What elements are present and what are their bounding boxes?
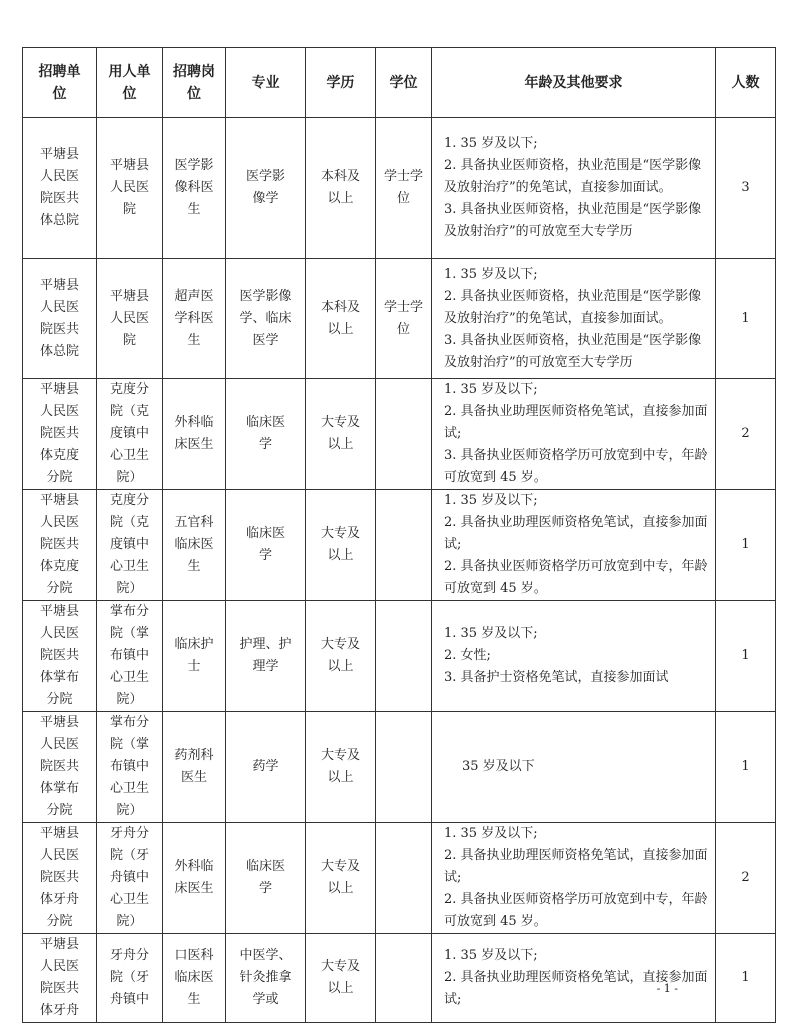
cell-unit: 平塘县人民医院医共体克度分院 (23, 379, 97, 490)
header-education: 学历 (306, 48, 376, 118)
cell-unit: 平塘县人民医院医共体总院 (23, 118, 97, 259)
header-count: 人数 (716, 48, 776, 118)
table-row (23, 259, 776, 379)
cell-unit: 平塘县人民医院医共体克度分院 (23, 490, 97, 601)
requirement-line: 1. 35 岁及以下; (444, 626, 538, 641)
requirement-line: 3. 具备执业医师资格，执业范围是“医学影像及放射治疗”的可放宽至大专学历 (444, 202, 702, 239)
cell-position: 超声医学科医生 (163, 259, 226, 379)
cell-unit: 平塘县人民医院医共体掌布分院 (23, 712, 97, 823)
cell-major: 临床医学 (226, 490, 306, 601)
table-row (23, 823, 776, 934)
table-row (23, 712, 776, 823)
requirement-line: 1. 35 岁及以下; (444, 493, 538, 508)
requirement-line: 3. 具备执业医师资格学历可放宽到中专，年龄可放宽到 45 岁。 (444, 448, 708, 485)
cell-requirements (432, 823, 716, 934)
cell-employer: 克度分院（克度镇中心卫生院） (97, 379, 163, 490)
cell-degree (376, 601, 432, 712)
cell-unit: 平塘县人民医院医共体牙舟 (23, 934, 97, 1023)
requirement-line: 1. 35 岁及以下; (444, 266, 538, 282)
cell-education: 大专及以上 (306, 379, 376, 490)
header-position: 招聘岗位 (163, 48, 226, 118)
table-row (23, 118, 776, 259)
cell-position: 外科临床医生 (163, 823, 226, 934)
cell-position: 药剂科医生 (163, 712, 226, 823)
requirement-line: 35 岁及以下 (462, 759, 535, 774)
page-number: - 1 - (656, 982, 678, 995)
cell-count: 1 (716, 490, 776, 601)
requirement-line: 2. 具备执业医师资格，执业范围是“医学影像及放射治疗”的免笔试，直接参加面试。 (444, 288, 702, 326)
cell-employer: 平塘县人民医院 (97, 118, 163, 259)
cell-major: 医学影像学 (226, 118, 306, 259)
header-degree: 学位 (376, 48, 432, 118)
requirement-line: 2. 具备执业助理医师资格免笔试，直接参加面试; (444, 970, 708, 1007)
cell-education: 大专及以上 (306, 934, 376, 1023)
table-row (23, 934, 776, 1023)
cell-education: 本科及以上 (306, 118, 376, 259)
cell-count: 1 (716, 934, 776, 1023)
cell-major: 临床医学 (226, 379, 306, 490)
requirement-line: 2. 具备执业助理医师资格免笔试，直接参加面试; (444, 848, 708, 885)
requirement-line: 2. 具备执业助理医师资格免笔试，直接参加面试; (444, 404, 708, 441)
table-header-row (23, 48, 776, 118)
cell-major: 医学影像学、临床医学 (226, 259, 306, 379)
header-unit: 招聘单位 (23, 48, 97, 118)
cell-degree: 学士学位 (376, 118, 432, 259)
cell-education: 大专及以上 (306, 490, 376, 601)
requirement-line: 3. 具备护士资格免笔试，直接参加面试 (444, 670, 669, 685)
table-row (23, 601, 776, 712)
cell-unit: 平塘县人民医院医共体牙舟分院 (23, 823, 97, 934)
cell-employer: 掌布分院（掌布镇中心卫生院） (97, 712, 163, 823)
cell-position: 医学影像科医生 (163, 118, 226, 259)
cell-degree: 学士学位 (376, 259, 432, 379)
cell-position: 五官科临床医生 (163, 490, 226, 601)
cell-count: 3 (716, 118, 776, 259)
header-requirements: 年龄及其他要求 (432, 48, 716, 118)
requirement-line: 2. 具备执业助理医师资格免笔试，直接参加面试; (444, 515, 708, 552)
cell-requirements (432, 490, 716, 601)
cell-employer: 克度分院（克度镇中心卫生院） (97, 490, 163, 601)
cell-position: 外科临床医生 (163, 379, 226, 490)
cell-major: 中医学、针灸推拿学或 (226, 934, 306, 1023)
table-row (23, 379, 776, 490)
cell-count: 2 (716, 379, 776, 490)
header-employer: 用人单位 (97, 48, 163, 118)
cell-degree (376, 379, 432, 490)
requirement-line: 1. 35 岁及以下; (444, 826, 538, 841)
cell-requirements (432, 259, 716, 379)
cell-education: 大专及以上 (306, 601, 376, 712)
cell-employer: 掌布分院（掌布镇中心卫生院） (97, 601, 163, 712)
cell-requirements (432, 712, 716, 823)
requirement-line: 1. 35 岁及以下; (444, 948, 538, 963)
cell-requirements (432, 379, 716, 490)
cell-count: 2 (716, 823, 776, 934)
requirement-line: 2. 女性; (444, 648, 491, 663)
requirement-line: 2. 具备执业医师资格学历可放宽到中专，年龄可放宽到 45 岁。 (444, 892, 708, 929)
cell-education: 大专及以上 (306, 823, 376, 934)
requirement-line: 1. 35 岁及以下; (444, 382, 538, 397)
cell-employer: 平塘县人民医院 (97, 259, 163, 379)
cell-count: 1 (716, 712, 776, 823)
cell-degree (376, 934, 432, 1023)
cell-position: 临床护士 (163, 601, 226, 712)
cell-major: 药学 (226, 712, 306, 823)
cell-degree (376, 490, 432, 601)
cell-count: 1 (716, 601, 776, 712)
cell-count: 1 (716, 259, 776, 379)
cell-education: 大专及以上 (306, 712, 376, 823)
cell-degree (376, 712, 432, 823)
cell-major: 护理、护理学 (226, 601, 306, 712)
requirement-line: 2. 具备执业医师资格，执业范围是“医学影像及放射治疗”的免笔试，直接参加面试。 (444, 158, 702, 195)
cell-requirements (432, 934, 716, 1023)
cell-degree (376, 823, 432, 934)
cell-education: 本科及以上 (306, 259, 376, 379)
header-major: 专业 (226, 48, 306, 118)
cell-requirements (432, 601, 716, 712)
cell-major: 临床医学 (226, 823, 306, 934)
cell-requirements (432, 118, 716, 259)
cell-unit: 平塘县人民医院医共体掌布分院 (23, 601, 97, 712)
requirement-line: 3. 具备执业医师资格，执业范围是“医学影像及放射治疗”的可放宽至大专学历 (444, 332, 702, 370)
table-row (23, 490, 776, 601)
cell-unit: 平塘县人民医院医共体总院 (23, 259, 97, 379)
requirement-line: 1. 35 岁及以下; (444, 136, 538, 151)
recruitment-table (22, 47, 776, 1023)
cell-position: 口医科临床医生 (163, 934, 226, 1023)
cell-employer: 牙舟分院（牙舟镇中心卫生院） (97, 823, 163, 934)
requirement-line: 2. 具备执业医师资格学历可放宽到中专，年龄可放宽到 45 岁。 (444, 559, 708, 596)
cell-employer: 牙舟分院（牙舟镇中 (97, 934, 163, 1023)
